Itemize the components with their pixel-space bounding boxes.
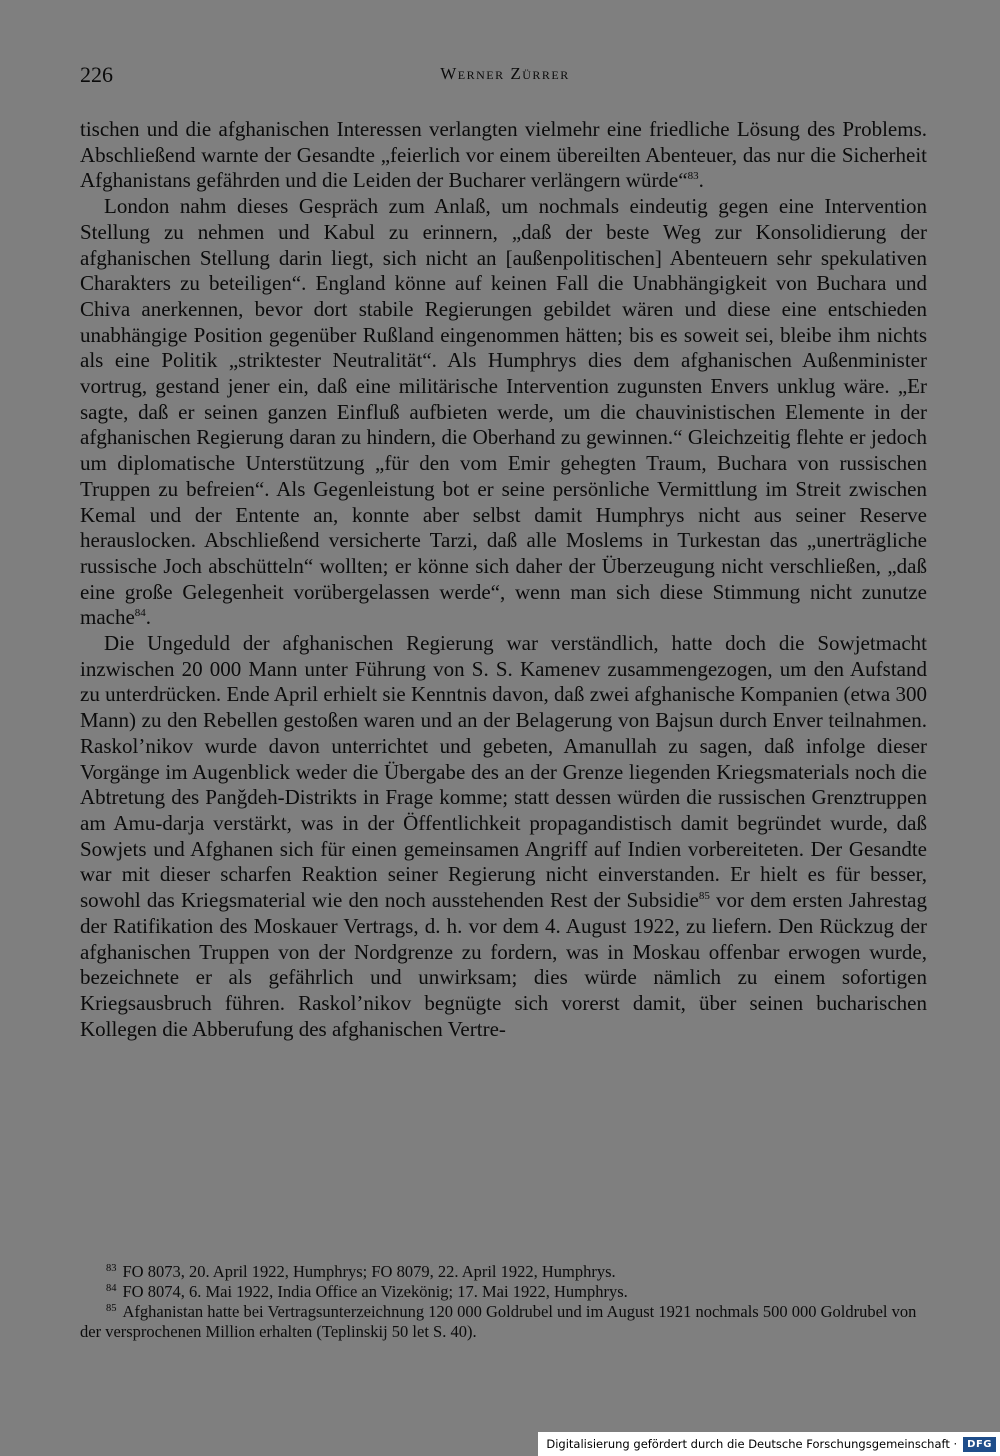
paragraph-3 <box>80 631 927 1042</box>
footnote-number: 85 <box>106 1302 117 1314</box>
body-text <box>80 117 927 1042</box>
footnote-text: FO 8073, 20. April 1922, Humphrys; FO 8079, 22. April 1922, Humphrys. <box>122 1262 616 1281</box>
paragraph-2: London nahm dieses Gespräch zum Anlaß, um nochmals eindeutig gegen eine Intervention Stellung zu nehmen und Kabul zu erinnern, „daß der beste Weg zur Konsolidierung der afghanischen Stellung darin liegt, sich nicht an [außenpolitischen] Abenteuern sehr spekulativen Charakters zu beteiligen“. England könne auf keinen Fall die Unabhängigkeit von Buchara und Chiva anerkennen, bevor dort stabile Regierungen gebildet wären und diese eine entschieden unabhängige Position gegenüber Rußland eingenommen hätten; bis es soweit sei, bleibe ihm nichts als eine Politik „striktester Neutralität“. Als Humphrys dies dem afghanischen Außenminister vortrug, gestand jener ein, daß eine militärische Intervention zugunsten Envers unklug wäre. „Er sagte, daß er seinen ganzen Einfluß aufbieten werde, um die chauvinistischen Elemente in der afghanischen Regierung daran zu hindern, die Oberhand zu gewinnen.“ Gleichzeitig flehte er jedoch um diplomatische Unterstützung „für den vom Emir gehegten Traum, Buchara von russischen Truppen zu befreien“. Als Gegenleistung bot er seine persönliche Vermittlung im Streit zwischen Kemal und der Entente an, konnte aber selbst damit Humphrys nicht aus seiner Reserve herauslocken. Abschließend versicherte Tarzi, daß alle Moslems in Turkestan das „unerträgliche russische Joch abschütteln“ wollten; er könne sich daher der Überzeugung nicht verschließen, „daß eine große Gelegenheit vorübergelassen werde“, wenn man sich diese Stimmung nicht zunutze mache$^{84}$. <box>80 194 927 630</box>
footnote-ref-83: 83 <box>687 170 699 183</box>
footnote-83 <box>80 1262 935 1282</box>
paragraph-1-text: tischen und die afghanischen Interessen verlangten vielmehr eine friedliche Lösung des Problems. Abschließend warnte der Gesandte „feierlich vor einem übereilten Abenteuer, das nur die Sicherheit Afghanistans gefährden und die Leiden der Bucharer verlängern würde“ <box>80 117 927 193</box>
footnotes <box>80 1262 935 1342</box>
paragraph-2-text: London nahm dieses Gespräch zum Anlaß, um nochmals eindeutig gegen eine Intervention Stellung zu nehmen und Kabul zu erinnern, „daß der beste Weg zur Konsolidierung der afghanischen Stellung darin liegt, sich nicht an [außenpolitischen] Abenteuern sehr spekulativen Charakters zu beteiligen“. England könne auf keinen Fall die Unabhängigkeit von Buchara und Chiva anerkennen, bevor dort stabile Regierungen gebildet wären und diese eine entschieden unabhängige Position gegenüber Rußland eingenommen hätten; bis es soweit sei, bleibe ihm nichts als eine Politik „striktester Neutralität“. Als Humphrys dies dem afghanischen Außenminister vortrug, gestand jener ein, daß eine militärische Intervention zugunsten Envers unklug wäre. „Er sagte, daß er seinen ganzen Einfluß aufbieten werde, um die chauvinistischen Elemente in der afghanischen Regierung daran zu hindern, die Oberhand zu gewinnen.“ Gleichzeitig flehte er jedoch um diplomatische Unterstützung „für den vom Emir gehegten Traum, Buchara von russischen Truppen zu befreien“. Als Gegenleistung bot er seine persönliche Vermittlung im Streit zwischen Kemal und der Entente an, konnte aber selbst damit Humphrys nicht aus seiner Reserve herauslocken. Abschließend versicherte Tarzi, daß alle Moslems in Turkestan das „unerträgliche russische Joch abschütteln“ wollten; er könne sich daher der Überzeugung nicht verschließen, „daß eine große Gelegenheit vorübergelassen werde“, wenn man sich diese Stimmung nicht zunutze mache <box>80 194 927 630</box>
page-number: 226 <box>80 62 113 87</box>
digitization-notice <box>538 1432 1000 1456</box>
page-header <box>80 62 930 92</box>
paragraph-3-text-a: Die Ungeduld der afghanischen Regierung war verständlich, hatte doch die Sowjetmacht inzwischen 20 000 Mann unter Führung von S. S. Kamenev zusammengezogen, um den Aufstand zu unterdrücken. Ende April erhielt sie Kenntnis davon, daß zwei afghanische Kompanien (etwa 300 Mann) zu den Rebellen gestoßen waren und an der Belagerung von Bajsun durch Enver teilnahmen. Raskol’nikov wurde davon unterrichtet und gebeten, Amanullah zu sagen, daß infolge dieser Vorgänge im Augenblick weder die Übergabe des an der Grenze liegenden Kriegsmaterials noch die Abtretung des Panǧdeh-Distrikts in Frage komme; statt dessen würden die russischen Grenztruppen am Amu-darja verstärkt, was in der Öffentlichkeit propagandistisch damit begründet wurde, daß Sowjets und Afghanen sich für einen gemeinsamen Angriff auf Indien vorbereiteten. Der Gesandte war mit dieser scharfen Reaktion seiner Regierung nicht einverstanden. Er hielt es für besser, sowohl das Kriegsmaterial wie den noch ausstehenden Rest der Subsidie <box>80 631 927 913</box>
footnote-number: 83 <box>106 1262 117 1274</box>
footnote-ref-85: 85 <box>698 890 710 903</box>
paragraph-3-text-b: vor dem ersten Jahrestag der Ratifikation des Moskauer Vertrags, d. h. vor dem 4. August 1922, zu liefern. Den Rückzug der afghanischen Truppen von der Nordgrenze zu fordern, was in Moskau offenbar erwogen wurde, bezeichnete er als gefährlich und unwirksam; dies würde nämlich zu einem sofortigen Kriegsausbruch führen. Raskol’nikov begnügte sich vorerst damit, über seinen bucharischen Kollegen die Abberufung des afghanischen Vertre- <box>80 888 927 1041</box>
footnote-85 <box>80 1302 935 1342</box>
digitization-text: Digitalisierung gefördert durch die Deutsche Forschungsgemeinschaft · <box>546 1437 958 1451</box>
running-head: Werner Zürrer <box>440 64 570 83</box>
footnote-number: 84 <box>106 1282 117 1294</box>
paragraph-1: tischen und die afghanischen Interessen verlangten vielmehr eine friedliche Lösung des Problems. Abschließend warnte der Gesandte „feierlich vor einem übereilten Abenteuer, das nur die Sicherheit Afghanistans gefährden und die Leiden der Bucharer verlängern würde“$^{83}$. <box>80 117 927 193</box>
footnote-text: FO 8074, 6. Mai 1922, India Office an Vizekönig; 17. Mai 1922, Humphrys. <box>122 1282 628 1301</box>
footnote-ref-84: 84 <box>134 607 146 620</box>
footnote-text: Afghanistan hatte bei Vertragsunterzeichnung 120 000 Goldrubel und im August 1921 nochmals 500 000 Goldrubel von der versprochenen Million erhalten (Teplinskij 50 let S. 40). <box>80 1302 917 1341</box>
dfg-logo: DFG <box>963 1437 996 1452</box>
footnote-84 <box>80 1282 935 1302</box>
